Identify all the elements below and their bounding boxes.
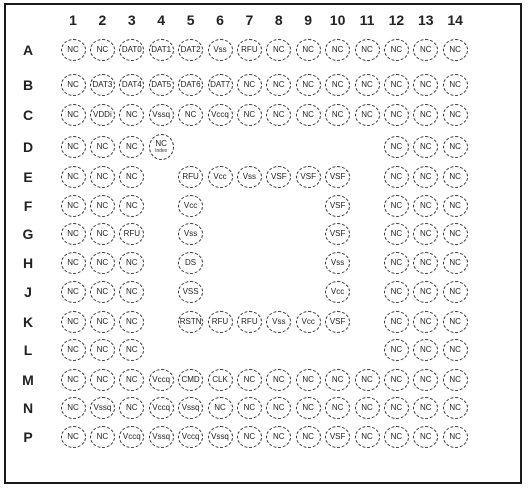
ball-label: NC xyxy=(302,432,314,441)
ball-label: RFU xyxy=(182,172,199,181)
ball-label: VSF xyxy=(329,432,346,441)
ball-label: NC xyxy=(302,45,314,54)
ball-label: NC xyxy=(155,139,167,148)
ball-label: NC xyxy=(449,80,461,89)
ball-label: NC xyxy=(273,403,285,412)
ball-label: DAT6 xyxy=(180,80,201,89)
ball-N7 xyxy=(237,397,262,419)
column-header: 4 xyxy=(157,12,166,28)
ball-label: NC xyxy=(390,432,403,441)
ball-label: NC xyxy=(302,110,314,119)
ball-label: NC xyxy=(449,229,461,238)
ball-N1 xyxy=(61,397,86,419)
ball-C1 xyxy=(61,104,86,126)
ball-F5 xyxy=(178,195,203,217)
ball-G12 xyxy=(384,223,409,245)
ball-B9 xyxy=(296,74,321,96)
ball-label: Vccq xyxy=(152,403,171,412)
ball-label: Vssq xyxy=(211,432,229,441)
ball-label: Vss xyxy=(330,258,345,267)
ball-label: NC xyxy=(126,142,138,151)
ball-G10 xyxy=(325,223,350,245)
ball-label: NC xyxy=(449,345,461,354)
row-header: K xyxy=(22,314,34,330)
ball-A12 xyxy=(384,39,409,61)
ball-label: NC xyxy=(96,432,109,441)
column-header: 13 xyxy=(418,12,434,28)
ball-label: NC xyxy=(96,142,109,151)
ball-label: VSF xyxy=(329,201,346,210)
ball-F12 xyxy=(384,195,409,217)
ball-label: NC xyxy=(449,317,461,326)
ball-label: Vssq xyxy=(152,110,171,119)
ball-B1 xyxy=(61,74,86,96)
ball-label: NC xyxy=(273,45,285,54)
ball-label: NC xyxy=(96,317,109,326)
ball-label: NC xyxy=(126,403,138,412)
ball-label: Vcc xyxy=(301,317,315,326)
ball-M14 xyxy=(443,369,468,391)
ball-label: RFU xyxy=(241,317,258,326)
ball-label: DAT4 xyxy=(121,80,142,89)
ball-label: NC xyxy=(96,345,109,354)
ball-label: DAT0 xyxy=(121,45,142,54)
ball-label: NC xyxy=(420,229,432,238)
ball-N4 xyxy=(149,397,174,419)
ball-label: NC xyxy=(420,45,432,54)
ball-label: DAT1 xyxy=(151,45,172,54)
ball-C7 xyxy=(237,104,262,126)
ball-J5 xyxy=(178,281,203,303)
ball-label: NC xyxy=(273,80,285,89)
ball-N12 xyxy=(384,397,409,419)
ball-P1 xyxy=(61,426,86,448)
ball-M6 xyxy=(208,369,233,391)
ball-label: NC xyxy=(390,45,403,54)
ball-A10 xyxy=(325,39,350,61)
ball-H2 xyxy=(90,252,115,274)
ball-P11 xyxy=(355,426,380,448)
ball-M12 xyxy=(384,369,409,391)
ball-J2 xyxy=(90,281,115,303)
ball-label: NC xyxy=(243,432,256,441)
row-header: G xyxy=(22,226,34,242)
ball-M2 xyxy=(90,369,115,391)
ball-label: NC xyxy=(390,317,403,326)
ball-H14 xyxy=(443,252,468,274)
ball-M4 xyxy=(149,369,174,391)
ball-label: NC xyxy=(390,375,403,384)
ball-K12 xyxy=(384,311,409,333)
ball-label: NC xyxy=(331,80,344,89)
ball-D2 xyxy=(90,136,115,158)
ball-label: NC xyxy=(67,317,79,326)
ball-B4 xyxy=(149,74,174,96)
ball-label: NC xyxy=(67,375,79,384)
column-header: 10 xyxy=(329,12,346,28)
ball-E9 xyxy=(296,166,321,188)
ball-label: DS xyxy=(185,258,197,267)
ball-B2 xyxy=(90,74,115,96)
ball-label: NC xyxy=(420,142,432,151)
ball-label: NC xyxy=(273,375,285,384)
ball-label: NC xyxy=(420,258,432,267)
ball-N11 xyxy=(355,397,380,419)
ball-label: Vss xyxy=(213,45,227,54)
ball-label: Vcc xyxy=(330,287,345,296)
ball-label: NC xyxy=(420,110,432,119)
ball-label: NC xyxy=(390,172,403,181)
ball-label: NC xyxy=(390,110,403,119)
ball-label: Vssq xyxy=(181,403,200,412)
ball-label: NC xyxy=(449,45,461,54)
ball-A1 xyxy=(61,39,86,61)
ball-label: NC xyxy=(420,287,432,296)
ball-P9 xyxy=(296,426,321,448)
ball-C2 xyxy=(90,104,115,126)
row-header: F xyxy=(23,198,33,214)
ball-label: Vcc xyxy=(213,172,227,181)
ball-label: NC xyxy=(126,172,138,181)
ball-label: Vssq xyxy=(93,403,112,412)
ball-N5 xyxy=(178,397,203,419)
ball-label: RFU xyxy=(123,229,141,238)
ball-B7 xyxy=(237,74,262,96)
ball-label: RSTN xyxy=(179,317,202,326)
ball-label: NC xyxy=(96,258,109,267)
ball-label: NC xyxy=(67,201,79,210)
column-header: 5 xyxy=(186,12,195,28)
ball-F14 xyxy=(443,195,468,217)
ball-label: VSF xyxy=(300,172,316,181)
row-header: E xyxy=(23,169,33,185)
ball-A14 xyxy=(443,39,468,61)
ball-G14 xyxy=(443,223,468,245)
ball-C11 xyxy=(355,104,380,126)
ball-label: NC xyxy=(67,142,79,151)
ball-label: Vccq xyxy=(122,432,141,441)
ball-G5 xyxy=(178,223,203,245)
ball-label: RFU xyxy=(211,317,229,326)
ball-L2 xyxy=(90,339,115,361)
ball-B11 xyxy=(355,74,380,96)
ball-label: CLK xyxy=(212,375,228,384)
ball-C12 xyxy=(384,104,409,126)
column-header: 2 xyxy=(98,12,107,28)
ball-M1 xyxy=(61,369,86,391)
ball-label: NC xyxy=(243,403,256,412)
ball-D12 xyxy=(384,136,409,158)
ball-label: NC xyxy=(449,258,461,267)
column-header: 11 xyxy=(359,12,375,28)
ball-M5 xyxy=(178,369,203,391)
ball-label: NC xyxy=(96,287,109,296)
ball-D4 xyxy=(149,134,174,160)
ball-label: NC xyxy=(449,201,461,210)
ball-label: NC xyxy=(390,229,403,238)
ball-label: NC xyxy=(214,403,226,412)
ball-label: NC xyxy=(449,375,461,384)
ball-label: Vcc xyxy=(183,201,198,210)
ball-label: Vccq xyxy=(152,375,171,384)
ball-B5 xyxy=(178,74,203,96)
ball-L12 xyxy=(384,339,409,361)
ball-label: NC xyxy=(449,110,461,119)
ball-label: VSF xyxy=(271,172,287,181)
ball-N14 xyxy=(443,397,468,419)
ball-P10 xyxy=(325,426,350,448)
ball-label: NC xyxy=(67,110,79,119)
ball-label: VDDi xyxy=(93,110,112,119)
ball-label: NC xyxy=(390,201,403,210)
ball-label: NC xyxy=(420,375,432,384)
row-header: M xyxy=(22,372,34,388)
ball-label: NC xyxy=(420,432,432,441)
ball-label: NC xyxy=(302,80,314,89)
ball-label: NC xyxy=(331,403,344,412)
ball-label: DAT5 xyxy=(151,80,172,89)
ball-E2 xyxy=(90,166,115,188)
ball-label: NC xyxy=(390,258,403,267)
row-header: D xyxy=(22,139,34,155)
ball-label: VSS xyxy=(182,287,199,296)
ball-E10 xyxy=(325,166,350,188)
ball-label: NC xyxy=(302,375,314,384)
ball-label: NC xyxy=(302,403,314,412)
ball-L14 xyxy=(443,339,468,361)
ball-K9 xyxy=(296,311,321,333)
column-header: 6 xyxy=(216,12,224,28)
ball-B14 xyxy=(443,74,468,96)
ball-E5 xyxy=(178,166,203,188)
ball-N6 xyxy=(208,397,233,419)
ball-label: NC xyxy=(273,110,285,119)
ball-label: NC xyxy=(361,80,373,89)
ball-label: NC xyxy=(67,345,79,354)
ball-D1 xyxy=(61,136,86,158)
ball-B6 xyxy=(208,74,233,96)
ball-N9 xyxy=(296,397,321,419)
ball-P5 xyxy=(178,426,203,448)
ball-label: Vssq xyxy=(152,432,171,441)
ball-label: NC xyxy=(449,172,461,181)
ball-A9 xyxy=(296,39,321,61)
ball-label: NC xyxy=(449,287,461,296)
ball-E6 xyxy=(208,166,233,188)
ball-C6 xyxy=(208,104,233,126)
ball-N10 xyxy=(325,397,350,419)
ball-label: NC xyxy=(449,432,461,441)
ball-label: Vss xyxy=(272,317,286,326)
ball-P14 xyxy=(443,426,468,448)
ball-label: NC xyxy=(390,345,403,354)
ball-H1 xyxy=(61,252,86,274)
ball-M9 xyxy=(296,369,321,391)
ball-E12 xyxy=(384,166,409,188)
ball-label: CMD xyxy=(181,375,200,384)
ball-label: DAT2 xyxy=(180,45,201,54)
row-header: A xyxy=(22,42,34,58)
ball-label: NC xyxy=(420,317,432,326)
ball-label: Vccq xyxy=(181,432,200,441)
ball-label: NC xyxy=(243,80,256,89)
ball-label: NC xyxy=(67,80,79,89)
ball-label: NC xyxy=(96,45,109,54)
ball-C4 xyxy=(149,104,174,126)
ball-M11 xyxy=(355,369,380,391)
ball-C10 xyxy=(325,104,350,126)
ball-label: NC xyxy=(67,172,79,181)
ball-label: VSF xyxy=(329,172,346,181)
ball-K1 xyxy=(61,311,86,333)
column-header: 7 xyxy=(245,12,254,28)
ball-label: VSF xyxy=(329,317,346,326)
ball-J12 xyxy=(384,281,409,303)
ball-E14 xyxy=(443,166,468,188)
ball-label: NC xyxy=(361,432,373,441)
ball-label: NC xyxy=(361,403,373,412)
ball-label: NC xyxy=(126,317,138,326)
ball-G2 xyxy=(90,223,115,245)
ball-J10 xyxy=(325,281,350,303)
ball-label: NC xyxy=(67,229,79,238)
ball-label: NC xyxy=(184,110,197,119)
row-header: C xyxy=(22,107,34,123)
ball-label: NC xyxy=(449,403,461,412)
ball-C9 xyxy=(296,104,321,126)
row-header: L xyxy=(23,342,33,358)
ball-K6 xyxy=(208,311,233,333)
ball-A6 xyxy=(208,39,233,61)
column-header: 9 xyxy=(304,12,313,28)
ball-label: NC xyxy=(243,110,256,119)
row-header: B xyxy=(22,77,34,93)
ball-K2 xyxy=(90,311,115,333)
ball-H5 xyxy=(178,252,203,274)
ball-sublabel: Index xyxy=(155,148,168,154)
ball-E1 xyxy=(61,166,86,188)
ball-label: NC xyxy=(420,345,432,354)
ball-J1 xyxy=(61,281,86,303)
ball-B10 xyxy=(325,74,350,96)
ball-label: NC xyxy=(420,80,432,89)
ball-K5 xyxy=(178,311,203,333)
ball-label: NC xyxy=(96,375,109,384)
column-header: 3 xyxy=(127,12,136,28)
ball-H12 xyxy=(384,252,409,274)
ball-A7 xyxy=(237,39,262,61)
ball-label: DAT7 xyxy=(210,80,230,89)
ball-A5 xyxy=(178,39,203,61)
ball-F1 xyxy=(61,195,86,217)
ball-label: NC xyxy=(96,201,109,210)
ball-label: NC xyxy=(390,80,403,89)
ball-label: VSF xyxy=(329,229,346,238)
ball-label: DAT3 xyxy=(92,80,113,89)
ball-L1 xyxy=(61,339,86,361)
column-header: 8 xyxy=(274,12,283,28)
row-header: P xyxy=(23,429,33,445)
ball-N2 xyxy=(90,397,115,419)
ball-label: NC xyxy=(96,172,109,181)
ball-H10 xyxy=(325,252,350,274)
ball-label: NC xyxy=(126,201,138,210)
ball-C14 xyxy=(443,104,468,126)
ball-P6 xyxy=(208,426,233,448)
ball-P2 xyxy=(90,426,115,448)
column-header: 1 xyxy=(69,12,77,28)
ball-label: NC xyxy=(361,110,373,119)
ball-K14 xyxy=(443,311,468,333)
ball-label: NC xyxy=(390,287,403,296)
ball-label: NC xyxy=(449,142,461,151)
ball-E7 xyxy=(237,166,262,188)
ball-label: NC xyxy=(67,432,79,441)
ball-label: NC xyxy=(243,375,256,384)
ball-label: NC xyxy=(390,142,403,151)
ball-G1 xyxy=(61,223,86,245)
row-header: N xyxy=(22,400,34,416)
ball-label: NC xyxy=(96,229,109,238)
ball-label: NC xyxy=(420,172,432,181)
ball-P4 xyxy=(149,426,174,448)
column-header: 14 xyxy=(447,12,463,28)
ball-F10 xyxy=(325,195,350,217)
ball-label: Vss xyxy=(242,172,257,181)
ball-K7 xyxy=(237,311,262,333)
ball-label: NC xyxy=(126,375,138,384)
row-header: J xyxy=(24,284,32,300)
ball-P12 xyxy=(384,426,409,448)
column-header: 12 xyxy=(388,12,405,28)
ball-M7 xyxy=(237,369,262,391)
ball-D14 xyxy=(443,136,468,158)
ball-label: NC xyxy=(126,258,138,267)
ball-label: NC xyxy=(331,375,344,384)
ball-label: NC xyxy=(126,110,138,119)
ball-J14 xyxy=(443,281,468,303)
ball-label: NC xyxy=(390,403,403,412)
ball-B12 xyxy=(384,74,409,96)
ball-label: NC xyxy=(273,432,285,441)
ball-A2 xyxy=(90,39,115,61)
ball-label: NC xyxy=(420,201,432,210)
ball-label: NC xyxy=(67,403,79,412)
ball-label: Vss xyxy=(183,229,198,238)
ball-label: NC xyxy=(331,45,344,54)
ball-A11 xyxy=(355,39,380,61)
row-header: H xyxy=(22,255,34,271)
ball-label: NC xyxy=(420,403,432,412)
ball-C5 xyxy=(178,104,203,126)
ball-F2 xyxy=(90,195,115,217)
ball-P7 xyxy=(237,426,262,448)
ball-K10 xyxy=(325,311,350,333)
ball-label: NC xyxy=(67,45,79,54)
ball-label: NC xyxy=(361,375,373,384)
ball-label: NC xyxy=(67,258,79,267)
ball-M10 xyxy=(325,369,350,391)
ball-label: NC xyxy=(126,345,138,354)
ball-label: RFU xyxy=(241,45,258,54)
ball-A4 xyxy=(149,39,174,61)
ball-label: Vccq xyxy=(211,110,229,119)
ball-label: NC xyxy=(126,287,138,296)
ball-label: NC xyxy=(361,45,373,54)
ball-label: NC xyxy=(67,287,79,296)
ball-label: NC xyxy=(331,110,344,119)
